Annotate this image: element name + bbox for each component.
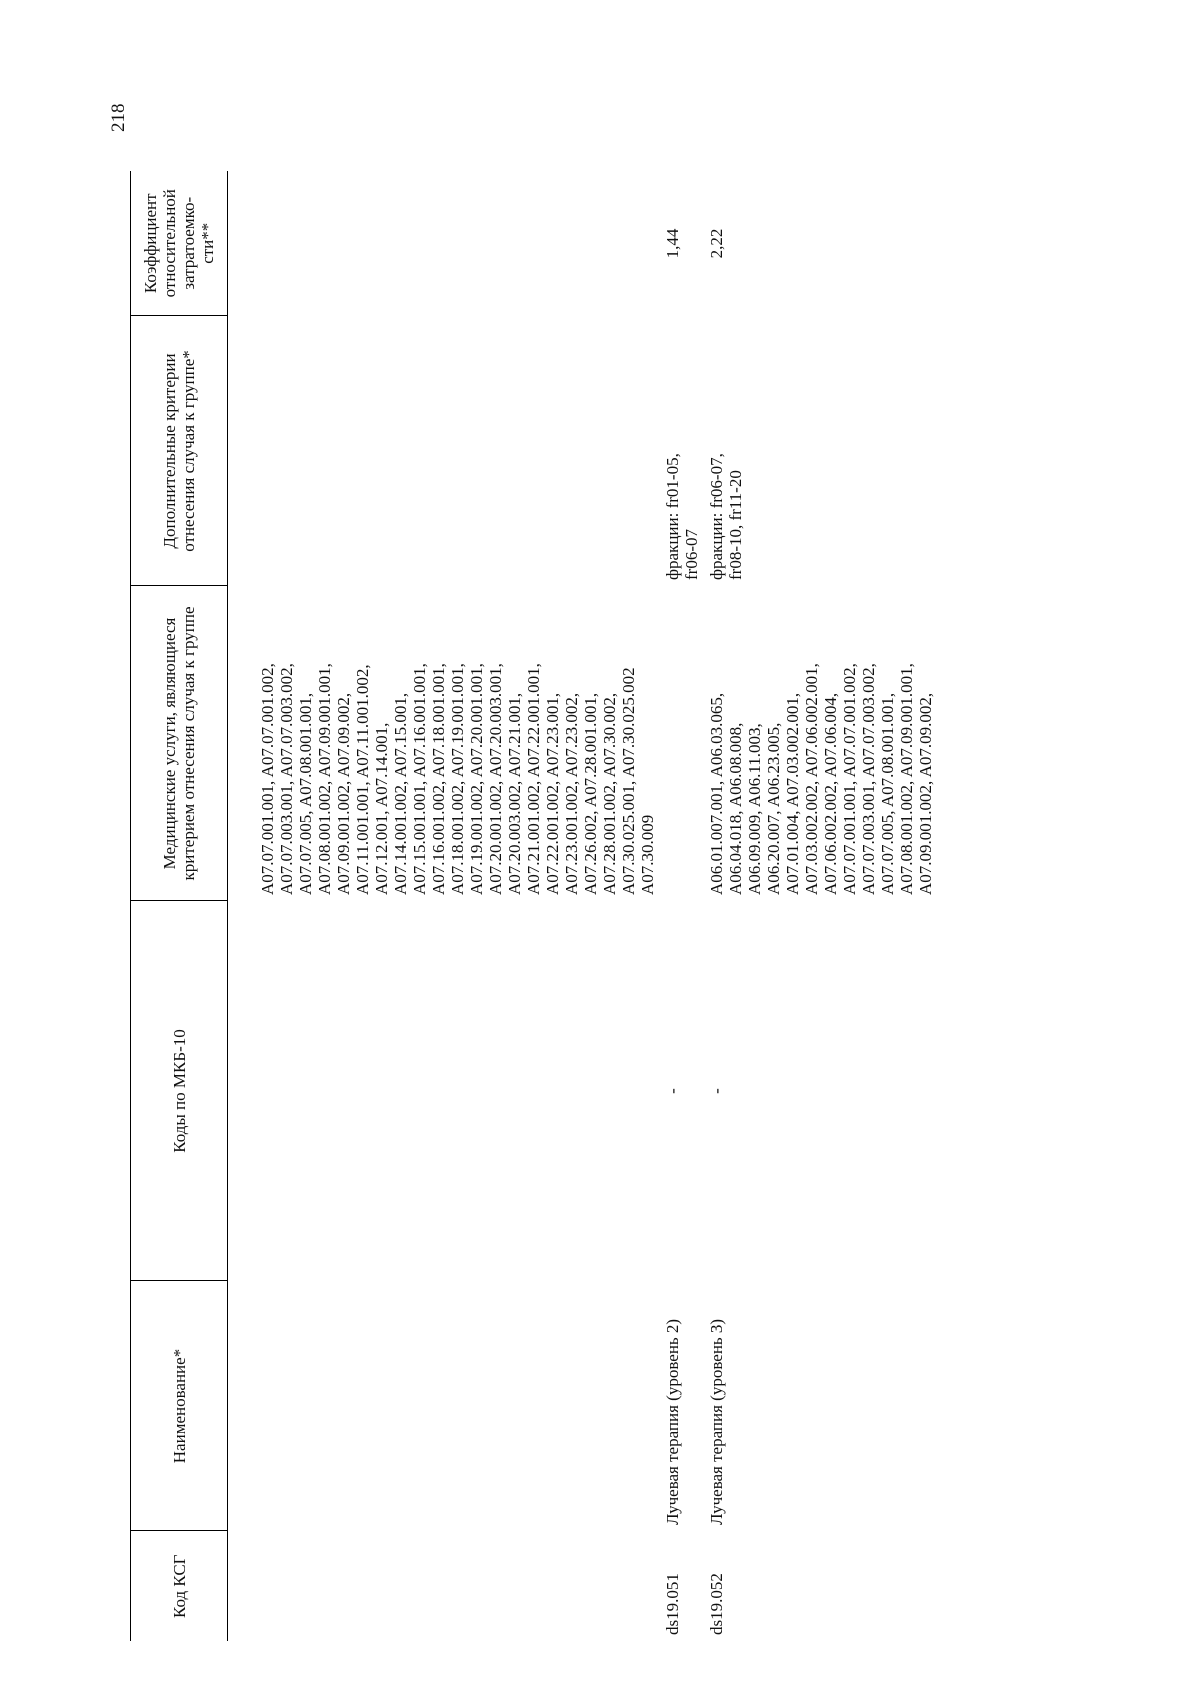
criteria-line: fr08-10, fr11-20 bbox=[726, 470, 745, 580]
table-row bbox=[657, 171, 701, 1641]
coefficient: 1,44 bbox=[663, 228, 682, 259]
service-line: A07.07.005, A07.08.001.001, bbox=[296, 692, 315, 895]
service-line: A07.07.003.001, A07.07.003.002, bbox=[859, 663, 878, 895]
service-line: A07.26.002, A07.28.001.001, bbox=[581, 692, 600, 895]
service-line: A07.18.001.002, A07.19.001.001, bbox=[448, 663, 467, 895]
service-line: A07.03.002.002, A07.06.002.001, bbox=[802, 663, 821, 895]
service-line: A07.28.001.002, A07.30.002, bbox=[600, 692, 619, 895]
criteria-line: фракции: fr01-05, bbox=[663, 453, 682, 580]
header-name: Наименование* bbox=[131, 1281, 228, 1531]
service-line: A07.20.003.002, A07.21.001, bbox=[505, 692, 524, 895]
services-cell bbox=[701, 586, 935, 901]
service-line: A07.08.001.002, A07.09.001.001, bbox=[315, 663, 334, 895]
service-line: A07.30.009 bbox=[638, 814, 657, 895]
service-line: A07.16.001.002, A07.18.001.001, bbox=[429, 663, 448, 895]
service-line: A07.09.001.002, A07.09.002, bbox=[334, 692, 353, 895]
service-line: A07.09.001.002, A07.09.002, bbox=[916, 692, 935, 895]
table-row-continuation bbox=[228, 171, 658, 1641]
service-line: A07.12.001, A07.14.001, bbox=[372, 722, 391, 895]
mkb-codes: - bbox=[707, 1088, 726, 1094]
criteria-cell bbox=[657, 316, 701, 586]
coefficient: 2,22 bbox=[707, 228, 726, 259]
page-number: 218 bbox=[108, 103, 129, 132]
ksg-name: Лучевая терапия (уровень 2) bbox=[663, 1318, 682, 1525]
table-header-row bbox=[131, 171, 228, 1641]
service-line: A07.07.001.001, A07.07.001.002, bbox=[258, 663, 277, 895]
header-services: Медицинские услуги, являющиеся критерием отнесения случая к группе bbox=[131, 586, 228, 901]
service-line: A06.04.018, A06.08.008, bbox=[726, 722, 745, 895]
mkb-codes: - bbox=[663, 1088, 682, 1094]
service-line: A07.07.003.001, A07.07.003.002, bbox=[277, 663, 296, 895]
service-line: A07.19.001.002, A07.20.001.001, bbox=[467, 663, 486, 895]
service-line: A07.30.025.001, A07.30.025.002 bbox=[619, 667, 638, 895]
services-cell bbox=[657, 586, 701, 901]
header-code: Код КСГ bbox=[131, 1531, 228, 1641]
header-criteria: Дополнительные критерии отнесения случая к группе* bbox=[131, 316, 228, 586]
service-line: A06.09.009, A06.11.003, bbox=[745, 723, 764, 895]
service-line: A07.06.002.002, A07.06.004, bbox=[821, 692, 840, 895]
service-line: A07.23.001.002, A07.23.002, bbox=[562, 692, 581, 895]
service-line: A07.22.001.002, A07.23.001, bbox=[543, 692, 562, 895]
ksg-name: Лучевая терапия (уровень 3) bbox=[707, 1318, 726, 1525]
service-line: A07.11.001.001, A07.11.001.002, bbox=[353, 664, 372, 895]
criteria-line: фракции: fr06-07, bbox=[707, 453, 726, 580]
criteria-cell bbox=[701, 316, 935, 586]
table-row bbox=[701, 171, 935, 1641]
header-mkb: Коды по МКБ-10 bbox=[131, 901, 228, 1281]
service-line: A07.21.001.002, A07.22.001.001, bbox=[524, 663, 543, 895]
service-line: A07.07.001.001, A07.07.001.002, bbox=[840, 663, 859, 895]
ksg-code: ds19.051 bbox=[663, 1573, 682, 1635]
criteria-line: fr06-07 bbox=[682, 529, 701, 580]
service-line: A06.01.007.001, A06.03.065, bbox=[707, 692, 726, 895]
service-line: A06.20.007, A06.23.005, bbox=[764, 722, 783, 895]
service-line: A07.08.001.002, A07.09.001.001, bbox=[897, 663, 916, 895]
service-line: A07.14.001.002, A07.15.001, bbox=[391, 692, 410, 895]
ksg-code: ds19.052 bbox=[707, 1573, 726, 1635]
service-line: A07.07.005, A07.08.001.001, bbox=[878, 692, 897, 895]
services-cell bbox=[228, 586, 658, 901]
service-line: A07.01.004, A07.03.002.001, bbox=[783, 692, 802, 895]
service-line: A07.15.001.001, A07.16.001.001, bbox=[410, 663, 429, 895]
service-line: A07.20.001.002, A07.20.003.001, bbox=[486, 663, 505, 895]
header-coef: Коэффициент относительной затратоемко-сти** bbox=[131, 171, 228, 316]
ksg-table bbox=[130, 171, 935, 1641]
